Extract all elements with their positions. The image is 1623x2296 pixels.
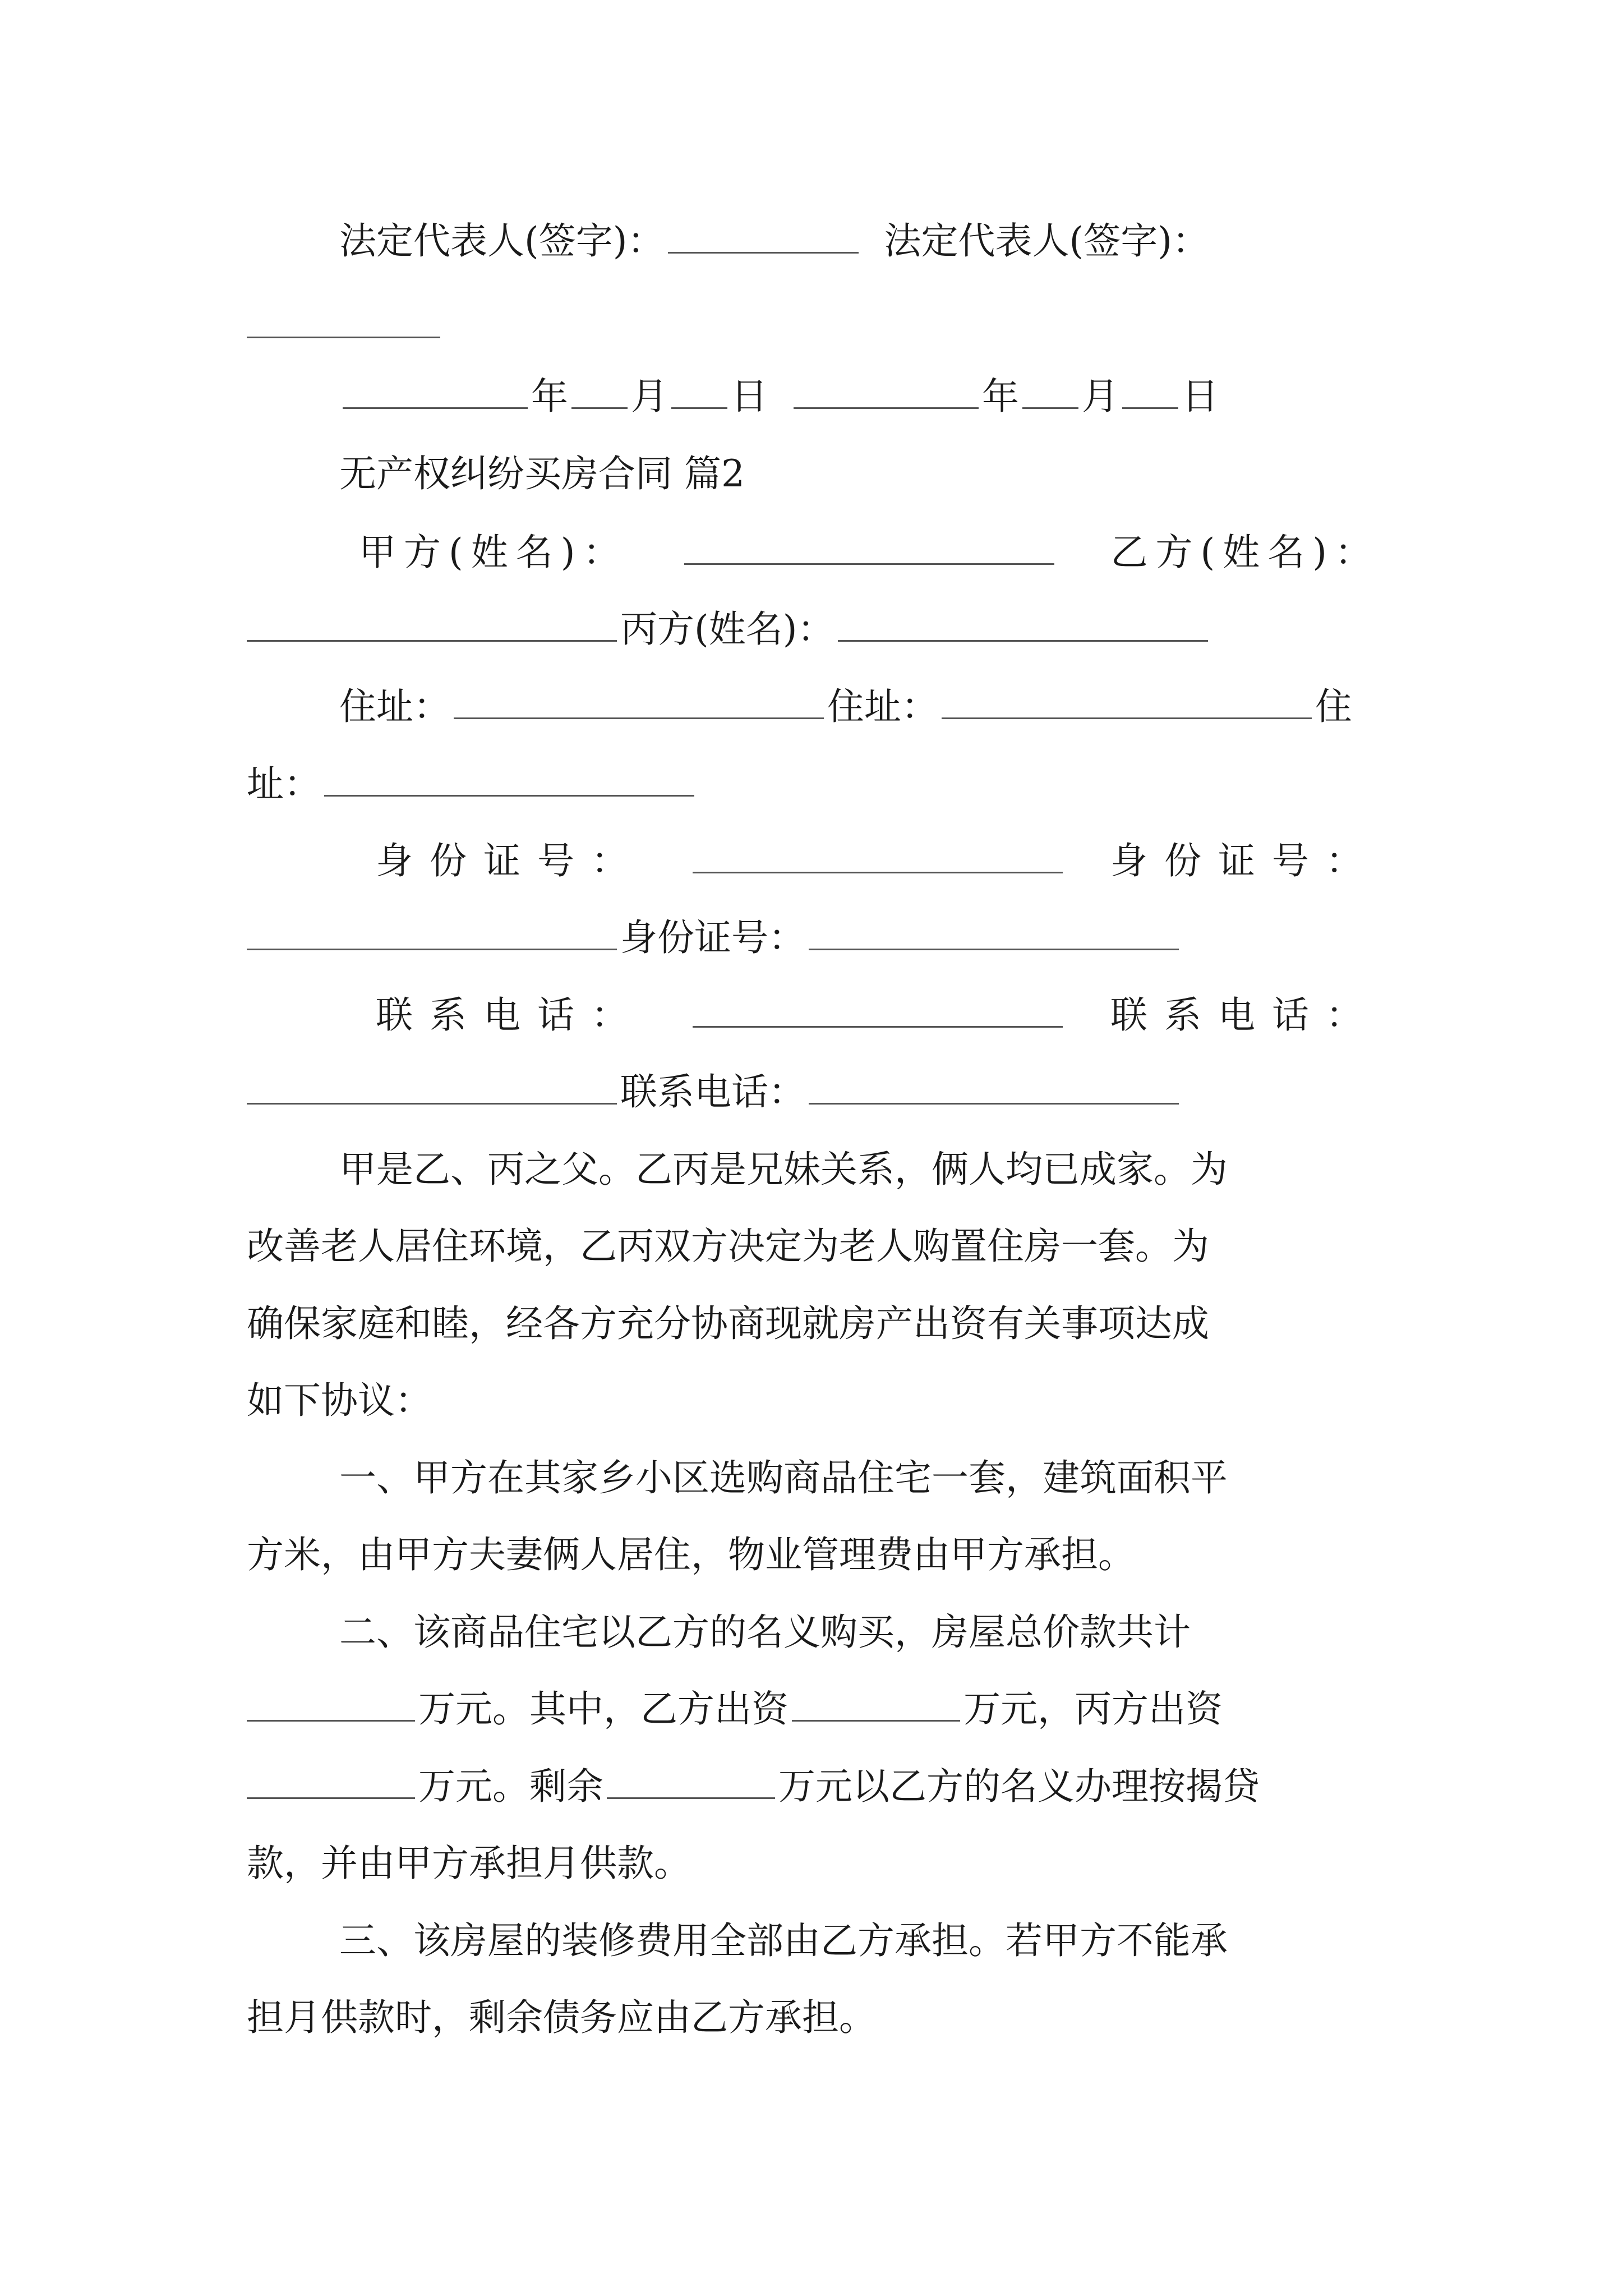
phone-row — [376, 990, 1380, 1041]
phone-row-continued — [247, 1067, 1380, 1117]
clause-2-line-3 — [247, 1761, 1380, 1812]
clause-3-line-2: 担月供款时，剩余债务应由乙方承担。 — [247, 1996, 876, 2039]
legal-rep-label-a: 法定代表人(签字)： — [339, 219, 665, 263]
party-c-name-blank[interactable] — [838, 640, 1208, 642]
party-a-name-blank[interactable] — [684, 563, 1054, 565]
clause-2-text-b: 万元，丙方出资 — [963, 1687, 1223, 1731]
id-row-continued — [247, 913, 1380, 963]
legal-rep-label-b: 法定代表人(签字)： — [884, 219, 1209, 263]
clause-3-line-1: 三、该房屋的装修费用全部由乙方承担。若甲方不能承 — [339, 1919, 1228, 1962]
id-blank-b[interactable] — [247, 949, 617, 950]
signature-row — [339, 216, 1380, 266]
phone-blank-a[interactable] — [693, 1026, 1063, 1028]
id-label-c: 身份证号： — [620, 916, 805, 959]
intro-line-4: 如下协议： — [247, 1379, 432, 1422]
day-blank-a[interactable] — [671, 407, 727, 409]
party-b-label: 乙方(姓名)： — [1110, 531, 1380, 574]
total-price-blank[interactable] — [247, 1720, 415, 1722]
clause-2-line-4: 款，并由甲方承担月供款。 — [247, 1842, 691, 1885]
party-ab-row — [359, 527, 1380, 578]
phone-label-a: 联系电话： — [376, 993, 645, 1037]
address-label-b: 住址： — [827, 685, 938, 728]
address-label-c-end: 址： — [247, 762, 321, 806]
phone-blank-b[interactable] — [247, 1103, 617, 1105]
party-c-row — [247, 604, 1380, 655]
clause-2-text-c: 万元。剩余 — [418, 1765, 603, 1808]
id-blank-c[interactable] — [809, 949, 1179, 950]
address-row-continued — [247, 759, 1380, 809]
party-c-label: 丙方(姓名)： — [620, 608, 834, 651]
address-row — [339, 682, 1380, 732]
intro-line-1: 甲是乙、丙之父。乙丙是兄妹关系，俩人均已成家。为 — [339, 1148, 1228, 1191]
date-row — [339, 371, 1380, 422]
signature-blank-b[interactable] — [247, 337, 440, 338]
address-blank-b[interactable] — [942, 717, 1312, 719]
year-blank-a[interactable] — [343, 407, 528, 409]
year-label-a: 年 — [531, 375, 568, 418]
id-blank-a[interactable] — [693, 872, 1063, 873]
year-label-b: 年 — [982, 375, 1019, 418]
mortgage-amount-blank[interactable] — [607, 1797, 775, 1799]
party-a-label: 甲方(姓名)： — [359, 531, 628, 574]
intro-line-3: 确保家庭和睦，经各方充分协商现就房产出资有关事项达成 — [247, 1302, 1209, 1345]
clause-1-line-2: 方米，由甲方夫妻俩人居住，物业管理费由甲方承担。 — [247, 1533, 1135, 1576]
month-label-b: 月 — [1082, 375, 1119, 418]
month-blank-a[interactable] — [571, 407, 628, 409]
phone-blank-c[interactable] — [809, 1103, 1179, 1105]
address-label-c-start: 住 — [1315, 685, 1352, 728]
party-b-contribution-blank[interactable] — [792, 1720, 960, 1722]
month-blank-b[interactable] — [1022, 407, 1078, 409]
month-label-a: 月 — [631, 375, 668, 418]
clause-2-line-2 — [247, 1684, 1380, 1734]
clause-1-line-1: 一、甲方在其家乡小区选购商品住宅一套，建筑面积平 — [339, 1456, 1228, 1499]
phone-label-c: 联系电话： — [620, 1070, 805, 1114]
address-blank-c[interactable] — [324, 795, 694, 797]
signature-blank-a[interactable] — [668, 252, 859, 254]
id-label-a: 身份证号： — [376, 839, 645, 882]
clause-2-line-1: 二、该商品住宅以乙方的名义购买，房屋总价款共计 — [339, 1611, 1191, 1654]
id-row — [376, 836, 1380, 886]
intro-line-2: 改善老人居住环境，乙丙双方决定为老人购置住房一套。为 — [247, 1225, 1209, 1268]
year-blank-b[interactable] — [794, 407, 979, 409]
clause-2-text-a: 万元。其中，乙方出资 — [418, 1687, 789, 1731]
address-blank-a[interactable] — [454, 717, 824, 719]
id-label-b: 身份证号： — [1110, 839, 1380, 882]
day-label-a: 日 — [731, 375, 768, 418]
clause-2-text-d: 万元以乙方的名义办理按揭贷 — [778, 1765, 1260, 1808]
party-b-name-blank[interactable] — [247, 640, 617, 642]
section-title: 无产权纠纷买房合同 篇2 — [339, 452, 745, 495]
party-c-contribution-blank[interactable] — [247, 1797, 415, 1799]
day-label-b: 日 — [1182, 375, 1219, 418]
phone-label-b: 联系电话： — [1110, 993, 1380, 1037]
day-blank-b[interactable] — [1122, 407, 1178, 409]
address-label-a: 住址： — [339, 685, 450, 728]
